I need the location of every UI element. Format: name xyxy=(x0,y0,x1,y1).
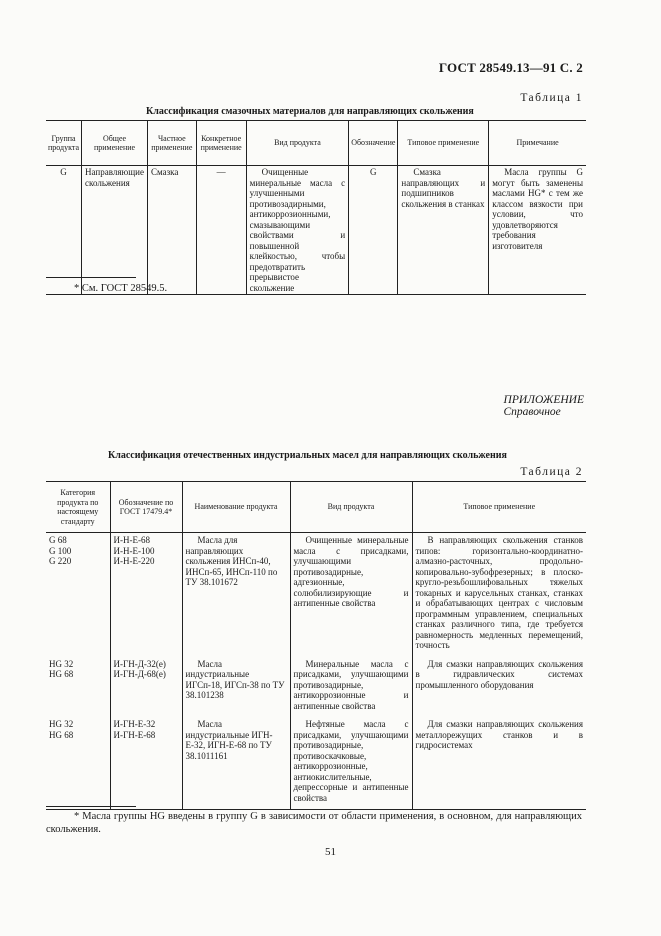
table1-col-general: Общее применение xyxy=(82,121,148,166)
appendix-title: ПРИЛОЖЕНИЕ xyxy=(503,394,584,406)
footnote-separator xyxy=(46,277,136,278)
table2-label: Таблица 2 xyxy=(520,466,583,478)
appendix-heading xyxy=(504,394,584,418)
table1 xyxy=(46,120,586,295)
table2-cell-name: Масла для направляющих скольжения ИНСп-40, ИНСп-65, ИНСп-110 по ТУ 38.101672 xyxy=(182,533,290,657)
table2-col-name: Наименование продукта xyxy=(182,482,290,533)
table2-footnote: * Масла группы HG введены в группу G в зависимости от области применения, в основном, для направляющих скольжения. xyxy=(46,811,582,835)
table2-cell-name: Масла индустриальные ИГСп-18, ИГСп-38 по ТУ 38.101238 xyxy=(182,657,290,718)
table1-col-particular: Частное применение xyxy=(147,121,196,166)
table2-cell-typical: Для смазки направляющих скольжения в гидравлических системах промышленного оборудования xyxy=(412,657,586,718)
table2-cell-name: Масла индустриальные ИГН-Е-32, ИГН-Е-68 по ТУ 38.1011161 xyxy=(182,717,290,810)
table1-cell-product: Очищенные минеральные масла с улучшенными противозадирными, антикоррозионными, смазывающими свойствами и повышенной клейкостью, чтобы предотвратить прерывистое скольжение xyxy=(246,166,349,295)
appendix-subtitle: Справочное xyxy=(503,406,561,418)
table2-cell-product: Очищенные минеральные масла с присадками, улучшающими противозадирные, адгезионные, солюбилизирующие и антипенные свойства xyxy=(290,533,412,657)
table2-header-row xyxy=(46,482,586,533)
table2-cell-category: HG 32 HG 68 xyxy=(49,658,74,679)
table1-col-typical: Типовое применение xyxy=(398,121,489,166)
table-row xyxy=(46,533,586,657)
table1-col-specific: Конкретное применение xyxy=(196,121,246,166)
table2-col-product: Вид продукта xyxy=(290,482,412,533)
table2-cell-category: G 68 G 100 G 220 xyxy=(49,535,72,566)
table-row xyxy=(46,717,586,810)
table-row xyxy=(46,657,586,718)
table2 xyxy=(46,481,586,810)
table1-col-note: Примечание xyxy=(489,121,586,166)
footnote-separator xyxy=(46,806,136,807)
table1-cell-general: Направляющие скольжения xyxy=(82,166,148,295)
table1-cell-typical: Смазка направляющих и подшипников скольжения в станках xyxy=(398,166,489,295)
table2-cell-product: Минеральные масла с присадками, улучшающими противозадирные, антикоррозионные и антипенные свойства xyxy=(290,657,412,718)
table2-cell-typical: Для смазки направляющих скольжения металлорежущих станков и в гидросистемах xyxy=(412,717,586,810)
document-code: ГОСТ 28549.13—91 С. 2 xyxy=(438,60,583,75)
table1-title: Классификация смазочных материалов для направляющих скольжения xyxy=(146,106,474,117)
table1-col-group: Группа продукта xyxy=(46,121,82,166)
table1-label: Таблица 1 xyxy=(520,92,583,104)
table2-col-category: Категория продукта по настоящему стандарту xyxy=(46,482,110,533)
table1-cell-designation: G xyxy=(349,166,398,295)
table2-cell-designation: И-ГН-Е-32 И-ГН-Е-68 xyxy=(110,717,182,810)
table2-col-typical: Типовое применение xyxy=(412,482,586,533)
table1-footnote: * См. ГОСТ 28549.5. xyxy=(74,283,168,294)
table2-title: Классификация отечественных индустриальных масел для направляющих скольжения xyxy=(108,450,507,461)
table2-cell-category: HG 32 HG 68 xyxy=(49,719,74,740)
table1-cell-group: G xyxy=(60,167,67,177)
table2-col-designation: Обозначение по ГОСТ 17479.4* xyxy=(110,482,182,533)
table1-col-designation: Обозначение xyxy=(349,121,398,166)
table2-cell-designation: И-ГН-Д-32(е) И-ГН-Д-68(е) xyxy=(110,657,182,718)
table1-header-row xyxy=(46,121,586,166)
table1-cell-particular: Смазка xyxy=(147,166,196,295)
page-number: 51 xyxy=(325,846,336,858)
table-row xyxy=(46,166,586,295)
table2-cell-typical: В направляющих скольжения станков типов: горизонтально-координатно-алмазно-расточных, продольно-копировально-зубофрезерных; в плоско-кругло-резьбошлифовальных тяжелых токарных и карусельных станках, станках и обрабатывающих центрах с числовым программным управлением, специальных станках различного типа, где требуется равномерность медленных перемещений, точность xyxy=(412,533,586,657)
table1-col-product: Вид продукта xyxy=(246,121,349,166)
table2-cell-product: Нефтяные масла с присадками, улучшающими противозадирные, противоскачковые, антикоррозионные, антиокислительные, депрессорные и антипенные свойства xyxy=(290,717,412,810)
table1-cell-note: Масла группы G могут быть заменены маслами HG* с тем же классом вязкости при условии, что удовлетворяются требования изготовителя xyxy=(489,166,586,295)
table1-cell-specific: — xyxy=(196,166,246,295)
table2-cell-designation: И-Н-Е-68 И-Н-Е-100 И-Н-Е-220 xyxy=(110,533,182,657)
